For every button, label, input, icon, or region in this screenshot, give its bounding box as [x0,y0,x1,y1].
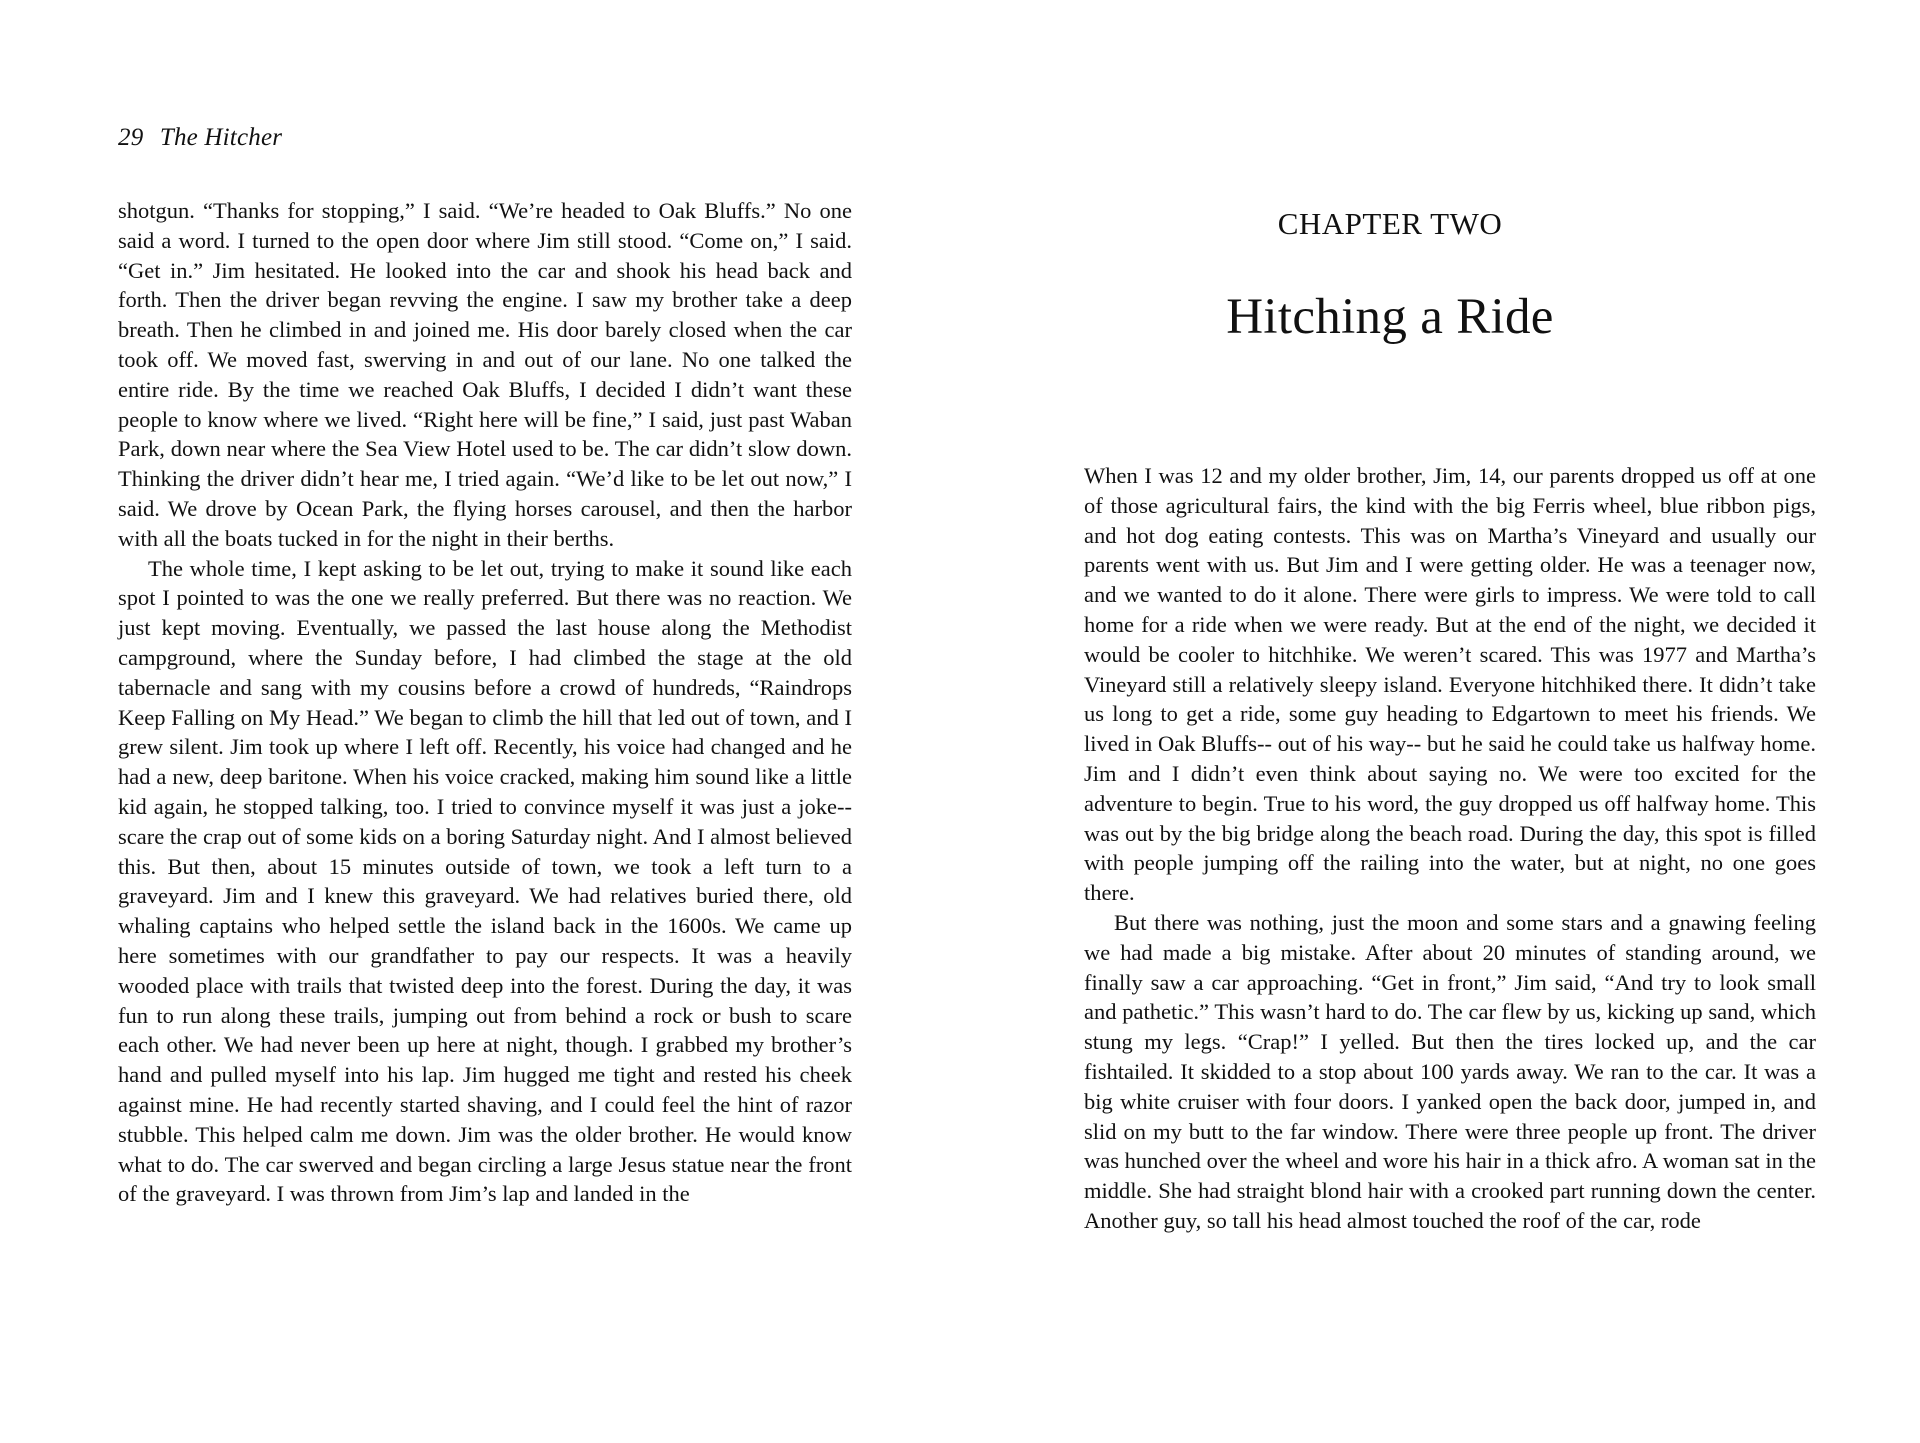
chapter-title: Hitching a Ride [1226,289,1554,345]
paragraph: But there was nothing, just the moon and some stars and a gnawing feeling we had made a big mistake. After about 20 minutes of standing around, we finally saw a car approaching. “Get in front,” Jim said, “And try to look small and pathetic.” This wasn’t hard to do. The car flew by us, kicking up sand, which stung my legs. “Crap!” I yelled. But then the tires locked up, and the car fishtailed. It skidded to a stop about 100 yards away. We ran to the car. It was a big white cruiser with four doors. I yanked open the back door, jumped in, and slid on my butt to the far window. There were three people up front. The driver was hunched over the wheel and wore his hair in a thick afro. A woman sat in the middle. She had straight blond hair with a crooked part running down the center. Another guy, so tall his head almost touched the roof of the car, rode [1084,909,1816,1233]
running-head [118,124,282,152]
right-body-text [1084,461,1816,1236]
running-title: The Hitcher [159,124,283,151]
page-number: 29 [118,124,144,151]
chapter-label: CHAPTER TWO [1277,206,1503,241]
paragraph: shotgun. “Thanks for stopping,” I said. “We’re headed to Oak Bluffs.” No one said a word. I turned to the open door where Jim still stood. “Come on,” I said. “Get in.” Jim hesitated. He looked into the car and shook his head back and forth. Then the driver began revving the engine. I saw my brother take a deep breath. Then he climbed in and joined me. His door barely closed when the car took off. We moved fast, swerving in and out of our lane. No one talked the entire ride. By the time we reached Oak Bluffs, I decided I didn’t want these people to know where we lived. “Right here will be fine,” I said, just past Waban Park, down near where the Sea View Hotel used to be. The car didn’t slow down. Thinking the driver didn’t hear me, I tried again. “We’d like to be let out now,” I said. We drove by Ocean Park, the flying horses carousel, and then the harbor with all the boats tucked in for the night in their berths. [118,198,852,551]
left-body-text [118,196,852,1209]
paragraph: The whole time, I kept asking to be let out, trying to make it sound like each spot I pointed to was the one we really preferred. But there was no reaction. We just kept moving. Eventually, we passed the last house along the Methodist campground, where the Sunday before, I had climbed the stage at the old tabernacle and sang with my cousins before a crowd of hundreds, “Raindrops Keep Falling on My Head.” We began to climb the hill that led out of town, and I grew silent. Jim took up where I left off. Recently, his voice had changed and he had a new, deep baritone. When his voice cracked, making him sound like a little kid again, he stopped talking, too. I tried to convince myself it was just a joke-- scare the crap out of some kids on a boring Saturday night. And I almost believed this. But then, about 15 minutes outside of town, we took a left turn to a graveyard. Jim and I knew this graveyard. We had relatives buried there, old whaling captains who helped settle the island back in the 1600s. We came up here sometimes with our grandfather to pay our respects. It was a heavily wooded place with trails that twisted deep into the forest. During the day, it was fun to run along these trails, jumping out from behind a rock or bush to scare each other. We had never been up here at night, though. I grabbed my brother’s hand and pulled myself into his lap. Jim hugged me tight and rested his cheek against mine. He had recently started shaving, and I could feel the hint of razor stubble. This helped calm me down. Jim was the older brother. He would know what to do. The car swerved and began circling a large Jesus statue near the front of the graveyard. I was thrown from Jim’s lap and landed in the [118,555,852,1207]
paragraph: When I was 12 and my older brother, Jim, 14, our parents dropped us off at one of those agricultural fairs, the kind with the big Ferris wheel, blue ribbon pigs, and hot dog eating contests. This was on Martha’s Vineyard and usually our parents went with us. But Jim and I were getting older. He was a teenager now, and we wanted to do it alone. There were girls to impress. We were told to call home for a ride when we were ready. But at the end of the night, we decided it would be cooler to hitchhike. We weren’t scared. This was 1977 and Martha’s Vineyard still a relatively sleepy island. Everyone hitchhiked there. It didn’t take us long to get a ride, some guy heading to Edgartown to meet his friends. We lived in Oak Bluffs-- out of his way-- but he said he could take us halfway home. Jim and I didn’t even think about saying no. We were too excited for the adventure to begin. True to his word, the guy dropped us off halfway home. This was out by the big bridge along the beach road. During the day, this spot is filled with people jumping off the railing into the water, but at night, no one goes there. [1084,463,1816,906]
right-page [960,0,1920,1443]
